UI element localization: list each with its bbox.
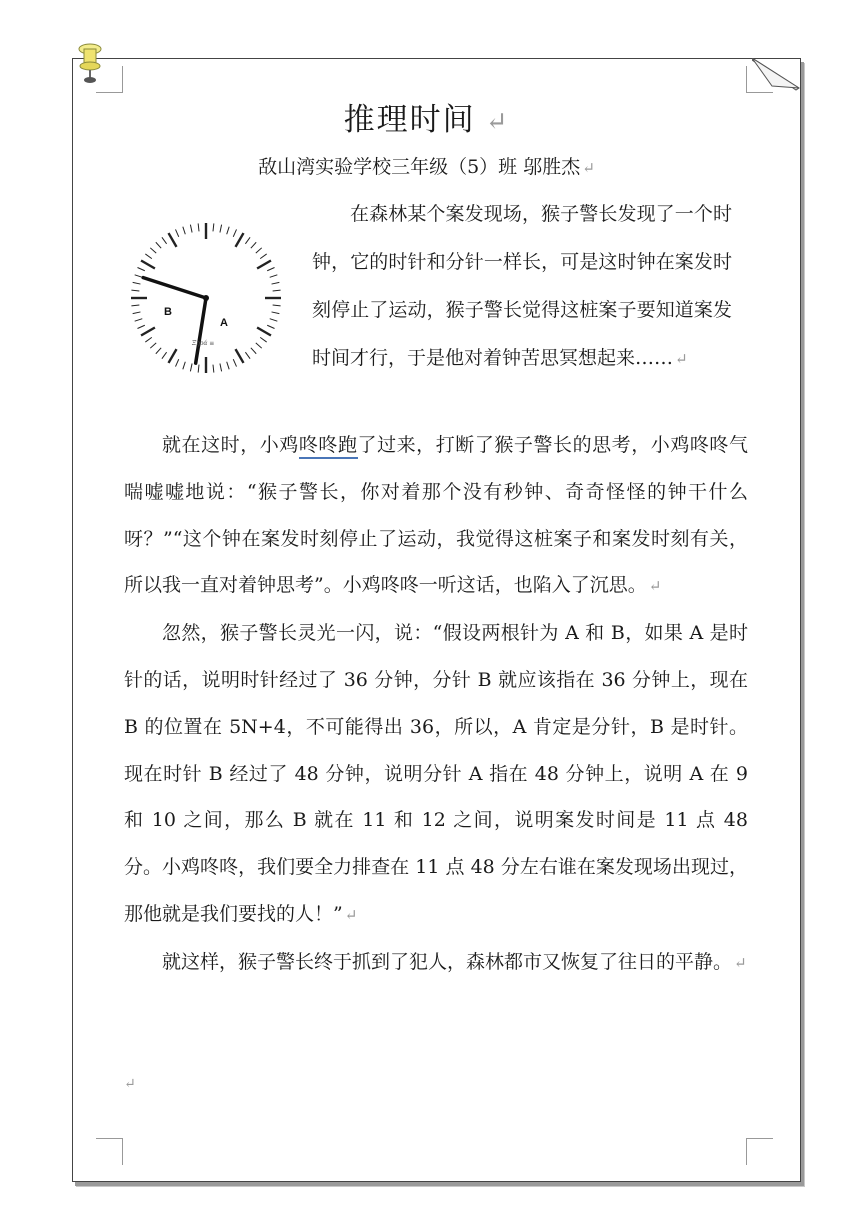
clock-minute-tick: [162, 237, 167, 243]
clock-minute-tick: [162, 352, 167, 358]
clock-minute-tick: [245, 237, 250, 243]
clock-minute-tick: [260, 337, 266, 342]
clock-minute-tick: [175, 229, 178, 236]
clock-minute-tick: [233, 359, 236, 366]
paragraph-mark-icon: ↵: [734, 953, 747, 972]
clock-minute-tick: [183, 362, 185, 370]
clock-hour-tick: [236, 349, 244, 363]
document-subtitle: [0, 152, 853, 179]
clock-minute-tick: [156, 242, 161, 248]
clock-minute-tick: [131, 305, 139, 306]
intro-paragraph: [312, 190, 732, 383]
margin-mark-top-left: [96, 66, 123, 93]
clock-minute-tick: [137, 325, 144, 328]
clock-minute-tick: [133, 282, 141, 284]
margin-mark-top-right: [746, 66, 773, 93]
clock-minute-tick: [273, 305, 281, 306]
paragraph-mark-icon: ↵: [648, 577, 662, 596]
clock-illustration: [126, 218, 286, 378]
clock-minute-tick: [270, 275, 278, 277]
margin-mark-bottom-left: [96, 1138, 123, 1165]
clock-minute-tick: [213, 223, 214, 231]
clock-minute-tick: [273, 290, 281, 291]
clock-minute-tick: [270, 319, 278, 321]
clock-minute-tick: [175, 359, 178, 366]
clock-minute-tick: [213, 365, 214, 373]
clock-minute-tick: [233, 229, 236, 236]
clock-hour-tick: [169, 349, 177, 363]
document-body: [124, 422, 748, 987]
clock-minute-tick: [260, 254, 266, 259]
paragraph-mark-icon: ↵: [344, 905, 358, 924]
clock-minute-tick: [135, 275, 143, 277]
spellcheck-underlined-word: 咚咚跑: [299, 434, 358, 459]
clock-hand-b: [143, 278, 206, 298]
clock-hour-tick: [169, 233, 177, 247]
title-text: 推理时间: [343, 102, 476, 138]
paragraph-mark-icon: ↵: [582, 159, 595, 177]
intro-text: 在森林某个案发现场，猴子警长发现了一个时钟，它的时针和分针一样长，可是这时钟在案发时刻停止了运动，猴子警长觉得这桩案子要知道案发时间才行，于是他对着钟苦思冥想起来……: [312, 203, 732, 369]
clock-hour-tick: [257, 328, 271, 336]
clock-minute-tick: [150, 343, 156, 348]
paragraph-4: [124, 939, 748, 987]
clock-minute-tick: [137, 267, 144, 270]
clock-minute-tick: [156, 348, 161, 354]
paragraph-mark-icon: ↵: [675, 350, 688, 368]
subtitle-text: 敌山湾实验学校三年级（5）班 邬胜杰: [258, 156, 581, 178]
clock-hour-tick: [141, 261, 155, 269]
paragraph-3: [124, 610, 748, 939]
clock-minute-tick: [183, 227, 185, 235]
clock-minute-tick: [251, 242, 256, 248]
margin-mark-bottom-right: [746, 1138, 773, 1165]
clock-minute-tick: [245, 352, 250, 358]
clock-minute-tick: [256, 343, 262, 348]
clock-minute-tick: [272, 312, 280, 314]
clock-minute-tick: [133, 312, 141, 314]
clock-minute-tick: [190, 225, 192, 233]
clock-minute-tick: [150, 248, 156, 253]
clock-minute-tick: [227, 227, 229, 235]
clock-minute-tick: [190, 364, 192, 372]
empty-paragraph-mark-icon: ↵: [124, 1076, 136, 1092]
document-title: [0, 94, 853, 139]
clock-minute-tick: [220, 225, 222, 233]
clock-minute-tick: [145, 337, 151, 342]
clock-signature: Ξηρά ≡: [192, 340, 215, 347]
clock-hour-tick: [141, 328, 155, 336]
clock-minute-tick: [145, 254, 151, 259]
clock-minute-tick: [198, 365, 199, 373]
clock-minute-tick: [251, 348, 256, 354]
clock-label-a: A: [220, 317, 228, 329]
clock-minute-tick: [220, 364, 222, 372]
paragraph-4-text: 就这样，猴子警长终于抓到了犯人，森林都市又恢复了往日的平静。: [162, 950, 733, 973]
paragraph-2-text-b: 了过来，打断了猴子警长的思考，小鸡咚咚气喘嘘嘘地说：“猴子警长，你对着那个没有秒钟、奇奇怪怪的钟干什么呀？”“这个钟在案发时刻停止了运动，我觉得这桩案子和案发时刻有关，所以我一直对着钟思考”。小鸡咚咚一听这话，也陷入了沉思。: [124, 434, 748, 597]
clock-minute-tick: [198, 223, 199, 231]
paragraph-3-text: 忽然，猴子警长灵光一闪，说：“假设两根针为 A 和 B，如果 A 是时针的话，说明时针经过了 36 分钟，分针 B 就应该指在 36 分钟上，现在 B 的位置在 5N+4，不可能得出 36，所以，A 肯定是分针，B 是时针。现在时针 B 经过了 48 分钟，说明分针 A 指在 48 分钟上，说明 A 在 9 和 10 之间，那么 B 就在 11 和 12 之间，说明案发时间是 11 点 48 分。小鸡咚咚，我们要全力排查在 11 点 48 分左右谁在案发现场出现过，那他就是我们要找的人！”: [124, 622, 748, 925]
clock-minute-tick: [227, 362, 229, 370]
paragraph-2: [124, 422, 748, 610]
clock-minute-tick: [256, 248, 262, 253]
clock-hour-tick: [257, 261, 271, 269]
paragraph-mark-icon: ↵: [485, 107, 510, 137]
clock-minute-tick: [267, 325, 274, 328]
paragraph-2-text-a: 就在这时，小鸡: [162, 434, 299, 456]
clock-hour-tick: [236, 233, 244, 247]
clock-label-b: B: [164, 306, 172, 318]
clock-minute-tick: [131, 290, 139, 291]
clock-minute-tick: [272, 282, 280, 284]
clock-center: [203, 295, 209, 301]
clock-minute-tick: [267, 267, 274, 270]
clock-minute-tick: [135, 319, 143, 321]
clock-hand-a: [196, 298, 206, 363]
